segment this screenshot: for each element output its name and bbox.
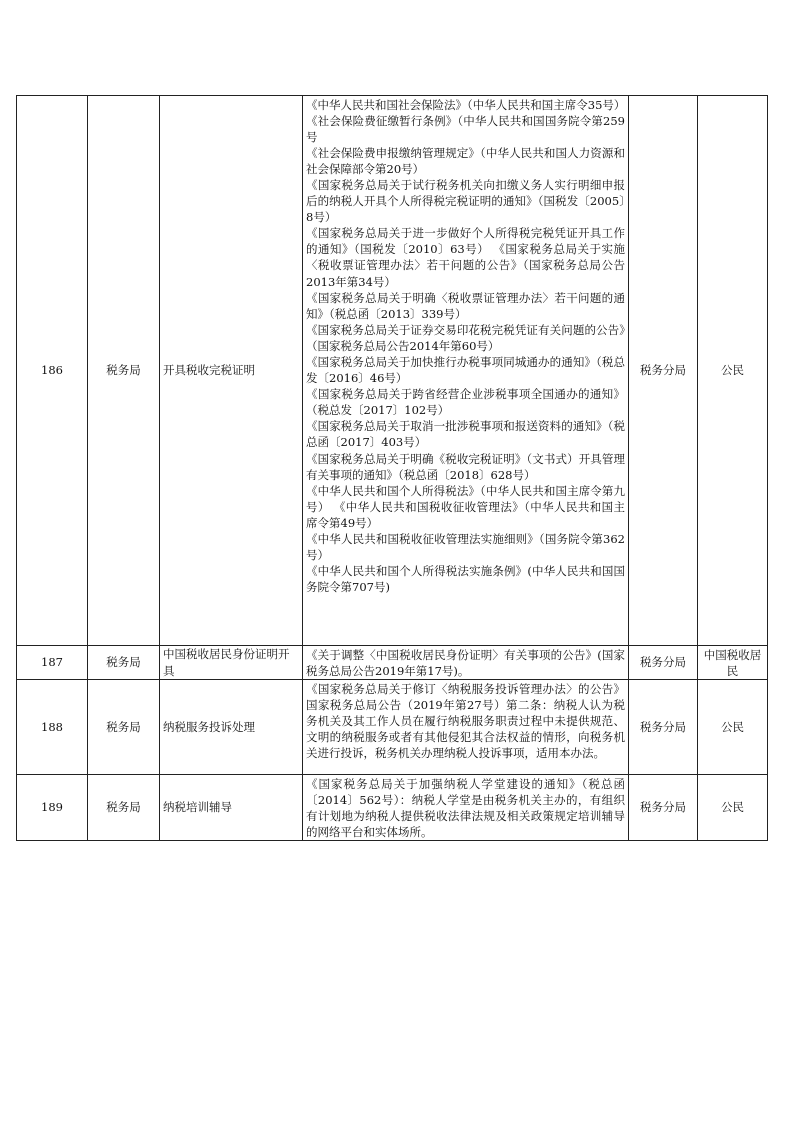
- legal-basis-entry: 《社会保险费征缴暂行条例》（中华人民共和国国务院令第259号: [306, 113, 625, 144]
- legal-basis-entry: 《国家税务总局关于证券交易印花税完税凭证有关问题的公告》（国家税务总局公告2014年第60号）: [306, 322, 625, 353]
- handling-unit: 税务分局: [629, 680, 698, 775]
- row-number: 189: [17, 775, 88, 841]
- legal-basis-entry: 《国家税务总局关于明确《税收完税证明》（文书式）开具管理有关事项的通知》（税总函〔2018〕628号）: [306, 451, 625, 482]
- row-number: 187: [17, 646, 88, 680]
- legal-basis-entry: 《国家税务总局关于加强纳税人学堂建设的通知》（税总函〔2014〕562号）：纳税人学堂是由税务机关主办的，有组织有计划地为纳税人提供税收法律法规及相关政策规定培训辅导的网络平台和实体场所。: [306, 776, 625, 839]
- legal-basis: [303, 646, 629, 680]
- service-object: 公民: [698, 775, 768, 841]
- table-row: [17, 96, 768, 646]
- legal-basis-entry: 《中华人民共和国个人所得税法》（中华人民共和国主席令第九号） 《中华人民共和国税收征收管理法》（中华人民共和国主席令第49号）: [306, 483, 625, 530]
- service-item-name: 纳税服务投诉处理: [160, 680, 303, 775]
- legal-basis-entry: 《中华人民共和国税收征收管理法实施细则》（国务院令第362号）: [306, 532, 625, 563]
- legal-basis-entry: 《国家税务总局关于试行税务机关向扣缴义务人实行明细申报后的纳税人开具个人所得税完税证明的通知》（国税发〔2005〕8号）: [306, 177, 625, 225]
- legal-basis-entry: 《国家税务总局关于进一步做好个人所得税完税凭证开具工作的通知》（国税发〔2010〕63号） 《国家税务总局关于实施〈税收票证管理办法〉若干问题的公告》（国家税务总局公告2013年第34号）: [306, 226, 625, 289]
- service-item-name: 纳税培训辅导: [160, 775, 303, 841]
- handling-unit: 税务分局: [629, 775, 698, 841]
- legal-basis-entry: 《国家税务总局关于跨省经营企业涉税事项全国通办的通知》（税总发〔2017〕102号）: [306, 387, 625, 418]
- legal-basis: [303, 96, 629, 646]
- legal-basis-entry: 《中华人民共和国社会保险法》（中华人民共和国主席令35号）: [306, 97, 625, 112]
- legal-basis-entry: 《社会保险费申报缴纳管理规定》（中华人民共和国人力资源和社会保障部令第20号）: [306, 145, 625, 176]
- service-item-name: 开具税收完税证明: [160, 96, 303, 646]
- service-object: [698, 646, 768, 680]
- legal-basis-entry: 《国家税务总局关于明确〈税收票证管理办法〉若干问题的通知》（税总函〔2013〕339号）: [306, 290, 625, 321]
- service-item-name: 中国税收居民身份证明开具: [160, 646, 303, 680]
- legal-basis-entry: 《国家税务总局关于修订〈纳税服务投诉管理办法〉的公告》国家税务总局公告（2019年第27号）第二条：纳税人认为税务机关及其工作人员在履行纳税服务职责过程中未提供规范、文明的纳税服务或者有其他侵犯其合法权益的情形，向税务机关进行投诉，税务机关办理纳税人投诉事项，适用本办法。: [306, 681, 625, 760]
- handling-unit: 税务分局: [629, 646, 698, 680]
- table-row: [17, 775, 768, 841]
- department: 税务局: [88, 646, 160, 680]
- department: 税务局: [88, 775, 160, 841]
- service-items-table: [16, 95, 768, 841]
- legal-basis-entry: 《中华人民共和国个人所得税法实施条例》(中华人民共和国国务院令第707号): [306, 564, 625, 595]
- table-row: [17, 646, 768, 680]
- department: 税务局: [88, 680, 160, 775]
- legal-basis-entry: 《国家税务总局关于取消一批涉税事项和报送资料的通知》（税总函〔2017〕403号）: [306, 419, 625, 450]
- table-row: [17, 680, 768, 775]
- legal-basis: [303, 775, 629, 841]
- department: 税务局: [88, 96, 160, 646]
- legal-basis-entry: 《关于调整〈中国税收居民身份证明〉有关事项的公告》(国家税务总局公告2019年第17号)。: [306, 647, 625, 678]
- handling-unit: 税务分局: [629, 96, 698, 646]
- service-object: 公民: [698, 96, 768, 646]
- legal-basis-entry: 《国家税务总局关于加快推行办税事项同城通办的通知》（税总发〔2016〕46号）: [306, 355, 625, 386]
- row-number: 188: [17, 680, 88, 775]
- row-number: 186: [17, 96, 88, 646]
- legal-basis: [303, 680, 629, 775]
- service-object-text: 中国税收居民: [703, 647, 762, 678]
- service-object: 公民: [698, 680, 768, 775]
